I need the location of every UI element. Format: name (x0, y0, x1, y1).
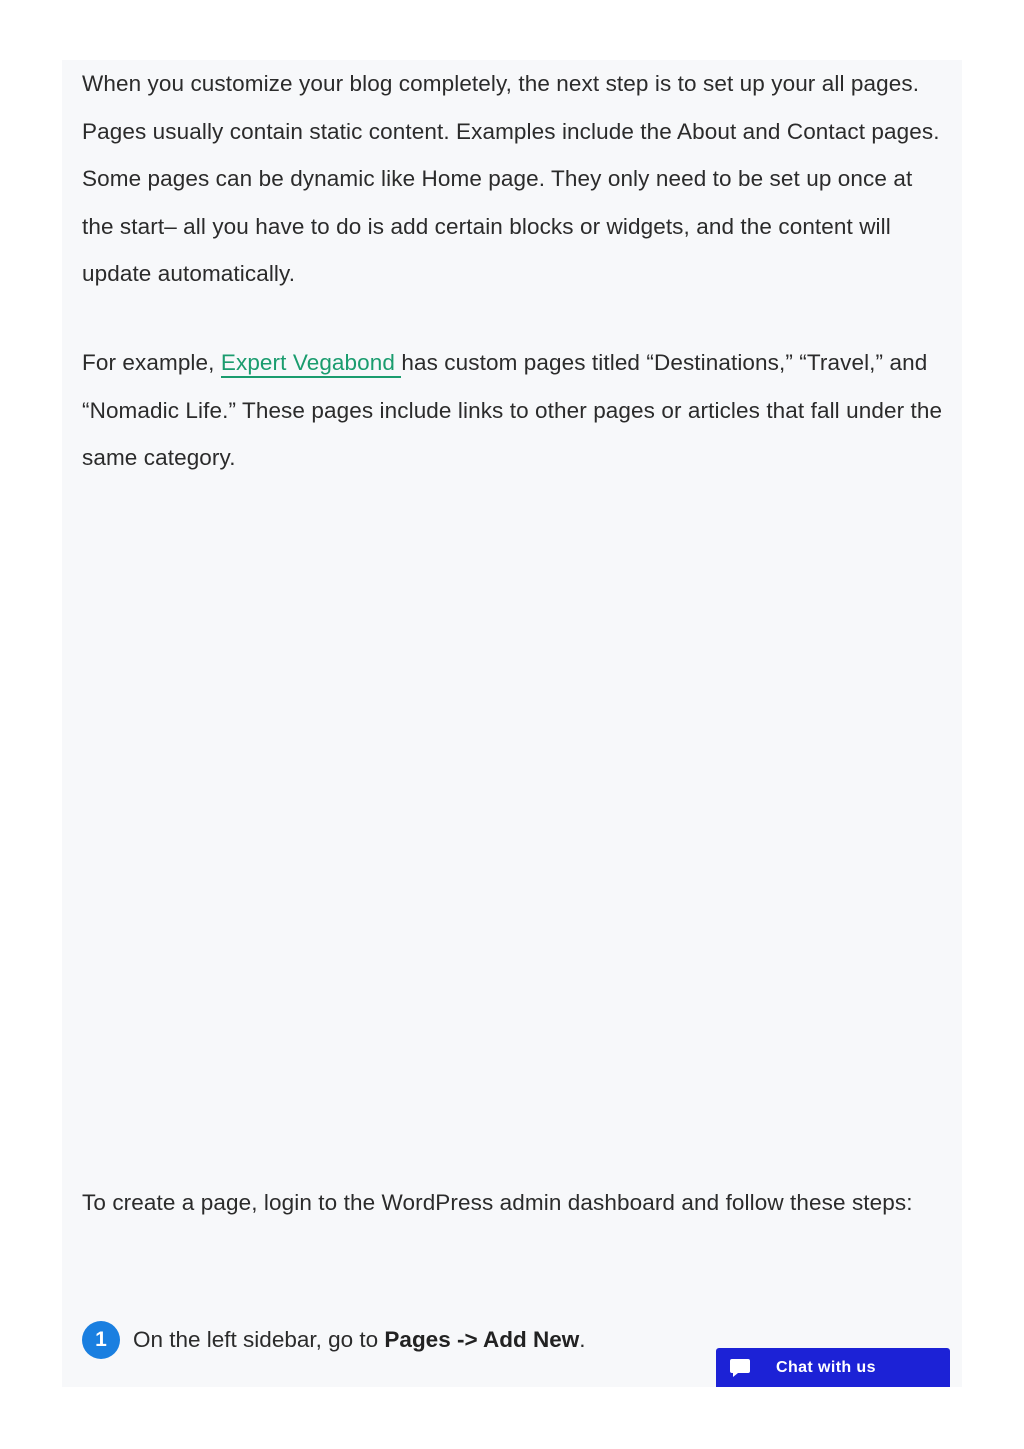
step-1 (82, 1316, 586, 1364)
paragraph-example-rest: has custom pages titled “Destinations,” “Travel,” and “Nomadic Life.” These pages include links to other pages or articles that fall under the same category. (82, 350, 943, 470)
step-1-text (133, 1316, 586, 1364)
step-1-menu-path: Pages -> Add New (384, 1327, 580, 1352)
paragraph-create-page: To create a page, login to the WordPress admin dashboard and follow these steps: (82, 1190, 913, 1215)
paragraph-example-lead: For example, (82, 350, 221, 375)
article-content (62, 60, 962, 1387)
chat-with-us-button[interactable] (716, 1348, 950, 1387)
image-placeholder (82, 490, 942, 1150)
chat-bubble-icon (728, 1356, 752, 1380)
step-1-lead: On the left sidebar, go to (133, 1327, 385, 1352)
step-1-end: . (579, 1327, 586, 1352)
paragraph-example (82, 339, 950, 482)
paragraph-pages-intro: When you customize your blog completely, the next step is to set up your all pages. Pages usually contain static content. Examples include the About and Contact pages. Some pages can be dynamic like Home page. They only need to be set up once at the start– all you have to do is add certain blocks or widgets, and the content will update automatically. (82, 71, 940, 286)
step-number-badge: 1 (82, 1321, 120, 1359)
expert-vegabond-link[interactable]: Expert Vegabond (221, 350, 402, 378)
chat-label: Chat with us (776, 1358, 876, 1376)
